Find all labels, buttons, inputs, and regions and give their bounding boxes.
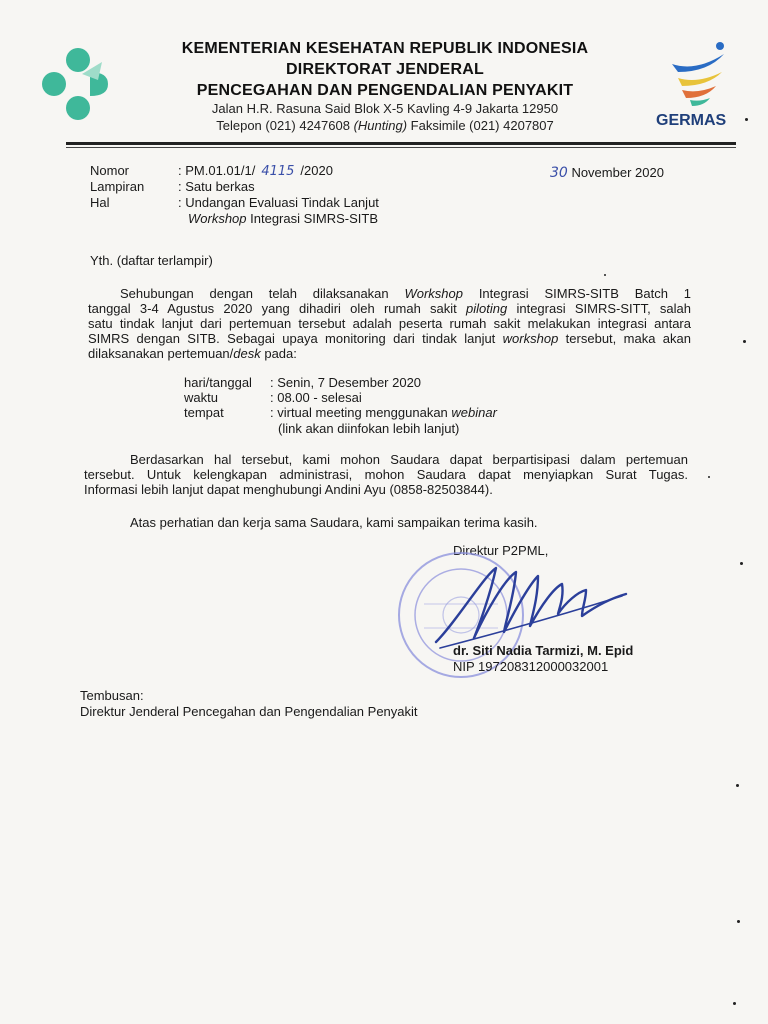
nomor-label: Nomor (90, 163, 130, 178)
schedule-time-label: waktu (184, 390, 218, 405)
schedule-place-label: tempat (184, 405, 224, 420)
p1-line-2 (88, 301, 691, 316)
schedule-day-value: : Senin, 7 Desember 2020 (270, 375, 422, 390)
scan-speck (745, 118, 748, 121)
scan-speck (708, 476, 710, 478)
p1-line-3: satu tindak lanjut dari pertemuan tersebut adalah peserta rumah sakit melakukan integrasi antara (88, 316, 691, 331)
p2-line-3: Informasi lebih lanjut dapat menghubungi Andini Ayu (0858-82503844). (84, 482, 493, 497)
hal-label: Hal (90, 195, 110, 210)
paragraph-1 (88, 286, 691, 361)
hal-workshop: Workshop (188, 211, 247, 226)
p1-line-1 (88, 286, 691, 301)
p1-line-4 (88, 331, 691, 346)
hal-value: : Undangan Evaluasi Tindak Lanjut (178, 195, 379, 210)
schedule-place-value (270, 405, 497, 421)
p1-l1-it: Workshop (404, 286, 463, 301)
signatory-title: Direktur P2PML, (453, 543, 549, 558)
phone-hunting: (Hunting) (353, 118, 408, 133)
scan-speck (743, 340, 746, 343)
letterhead-divider-thin (66, 147, 736, 148)
signatory-name: dr. Siti Nadia Tarmizi, M. Epid (453, 643, 634, 658)
ministry-logo (38, 44, 118, 124)
paragraph-2 (84, 452, 688, 497)
germas-logo (668, 38, 732, 110)
date-handwritten: 30 (550, 165, 568, 181)
schedule-day-label: hari/tanggal (184, 375, 252, 390)
closing: Atas perhatian dan kerja sama Saudara, kami sampaikan terima kasih. (130, 515, 538, 530)
p1-line-5 (88, 346, 691, 361)
handwritten-signature (426, 558, 632, 654)
p1-l2-a: tanggal 3-4 Agustus 2020 yang dihadiri oleh rumah sakit (88, 301, 467, 316)
ministry-name: KEMENTERIAN KESEHATAN REPUBLIK INDONESIA (181, 40, 589, 57)
phone-text: Telepon (021) 4247608 (216, 118, 354, 133)
hal-rest: Integrasi SIMRS-SITB (246, 211, 379, 226)
p1-l2-it: piloting (466, 301, 508, 316)
cc-label: Tembusan: (80, 688, 144, 703)
p1-l4-a: SIMRS dengan SITB. Sebagai upaya monitoring dari tindak lanjut (88, 331, 503, 346)
p1-l4-it: workshop (502, 331, 559, 346)
letterhead-divider (66, 142, 736, 145)
address: Jalan H.R. Rasuna Said Blok X-5 Kavling 4-9 Jakarta 12950 (211, 101, 559, 116)
p1-l5-it: desk (233, 346, 261, 361)
germas-label: GERMAS (656, 112, 727, 129)
place-value-a: : virtual meeting menggunakan (270, 405, 452, 420)
p1-l5-a: dilaksanakan pertemuan/ (88, 346, 234, 361)
p1-l1-a: Sehubungan dengan telah dilaksanakan (120, 286, 405, 301)
p1-l5-b: pada: (260, 346, 297, 361)
salutation: Yth. (daftar terlampir) (90, 253, 213, 268)
nomor-suffix: /2020 (300, 163, 333, 178)
fax-text: Faksimile (021) 4207807 (407, 118, 554, 133)
nomor-value (178, 163, 333, 180)
scan-speck (733, 1002, 736, 1005)
scan-speck (604, 274, 606, 276)
lampiran-value: : Satu berkas (178, 179, 255, 194)
schedule-time-value: : 08.00 - selesai (270, 390, 362, 405)
date-text: November 2020 (567, 165, 664, 180)
hal-value-line2 (188, 211, 378, 227)
letter-date (550, 165, 664, 181)
signatory-nip: NIP 197208312000032001 (453, 659, 609, 674)
scan-speck (740, 562, 743, 565)
scan-speck (737, 920, 740, 923)
division-name: PENCEGAHAN DAN PENGENDALIAN PENYAKIT (196, 82, 574, 99)
nomor-prefix: : PM.01.01/1/ (178, 163, 256, 178)
p2-line-2: tersebut. Untuk kelengkapan administrasi, mohon Saudara dapat menyiapkan Surat Tugas. (84, 467, 688, 482)
nomor-handwritten: 4115 (261, 164, 295, 179)
cc-item: Direktur Jenderal Pencegahan dan Pengendalian Penyakit (80, 704, 418, 719)
lampiran-label: Lampiran (90, 179, 145, 194)
place-value-webinar: webinar (451, 405, 497, 420)
p1-l2-b: integrasi SIMRS-SITT, salah (507, 301, 691, 316)
p2-line-1: Berdasarkan hal tersebut, kami mohon Saudara dapat berpartisipasi dalam pertemuan (130, 452, 688, 467)
scan-speck (736, 784, 739, 787)
directorate-name: DIREKTORAT JENDERAL (286, 61, 484, 78)
phone-fax (120, 118, 650, 133)
p1-l1-b: Integrasi SIMRS-SITB Batch 1 (463, 286, 691, 301)
schedule-place-note: (link akan diinfokan lebih lanjut) (278, 421, 460, 436)
p1-l4-b: tersebut, maka akan (558, 331, 691, 346)
